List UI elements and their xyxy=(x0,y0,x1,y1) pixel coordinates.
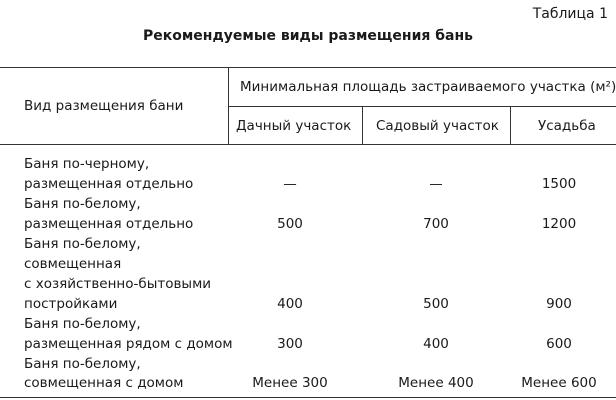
row-value-estate: 1500 xyxy=(541,176,577,192)
row-value-estate: 1200 xyxy=(541,216,577,232)
table-bottom-rule xyxy=(0,397,616,398)
header-bottom-rule xyxy=(0,144,616,145)
row-value-estate: Менее 600 xyxy=(521,375,597,391)
header-vertical-divider-3 xyxy=(510,106,511,144)
row-label-line: Баня по-черному, xyxy=(24,156,150,172)
row-value-garden: 400 xyxy=(423,336,449,352)
header-vertical-divider-1 xyxy=(228,67,229,144)
row-value-garden: 500 xyxy=(423,296,449,312)
header-column-estate: Усадьба xyxy=(538,118,596,134)
header-group-rule xyxy=(228,106,616,107)
row-label-line: постройками xyxy=(24,296,118,312)
row-value-garden: — xyxy=(429,176,443,192)
row-value-dacha: Менее 300 xyxy=(252,375,328,391)
row-value-dacha: 400 xyxy=(277,296,303,312)
row-value-dacha: 300 xyxy=(277,336,303,352)
header-group-label: Минимальная площадь застраиваемого участка (м²) xyxy=(240,79,616,95)
row-value-garden: Менее 400 xyxy=(398,375,474,391)
header-vertical-divider-2 xyxy=(362,106,363,144)
row-value-estate: 900 xyxy=(546,296,572,312)
header-column-dacha: Дачный участок xyxy=(236,118,352,134)
header-column-garden: Садовый участок xyxy=(376,118,499,134)
row-label-line: размещенная отдельно xyxy=(24,216,194,232)
row-label-line: Баня по-белому, xyxy=(24,236,141,252)
row-label-line: с хозяйственно-бытовыми xyxy=(24,276,212,292)
row-value-estate: 600 xyxy=(546,336,572,352)
table-top-rule xyxy=(0,67,616,68)
table-number: Таблица 1 xyxy=(532,6,608,22)
table-title: Рекомендуемые виды размещения бань xyxy=(142,28,473,44)
row-label-line: Баня по-белому, xyxy=(24,196,141,212)
row-label-line: размещенная рядом с домом xyxy=(24,336,233,352)
row-value-dacha: 500 xyxy=(277,216,303,232)
row-label-line: совмещенная с домом xyxy=(24,375,184,391)
row-value-dacha: — xyxy=(283,176,297,192)
row-value-garden: 700 xyxy=(423,216,449,232)
header-row-label: Вид размещения бани xyxy=(24,98,184,114)
row-label-line: размещенная отдельно xyxy=(24,176,194,192)
row-label-line: Баня по-белому, xyxy=(24,316,141,332)
row-label-line: совмещенная xyxy=(24,256,122,272)
row-label-line: Баня по-белому, xyxy=(24,356,141,372)
